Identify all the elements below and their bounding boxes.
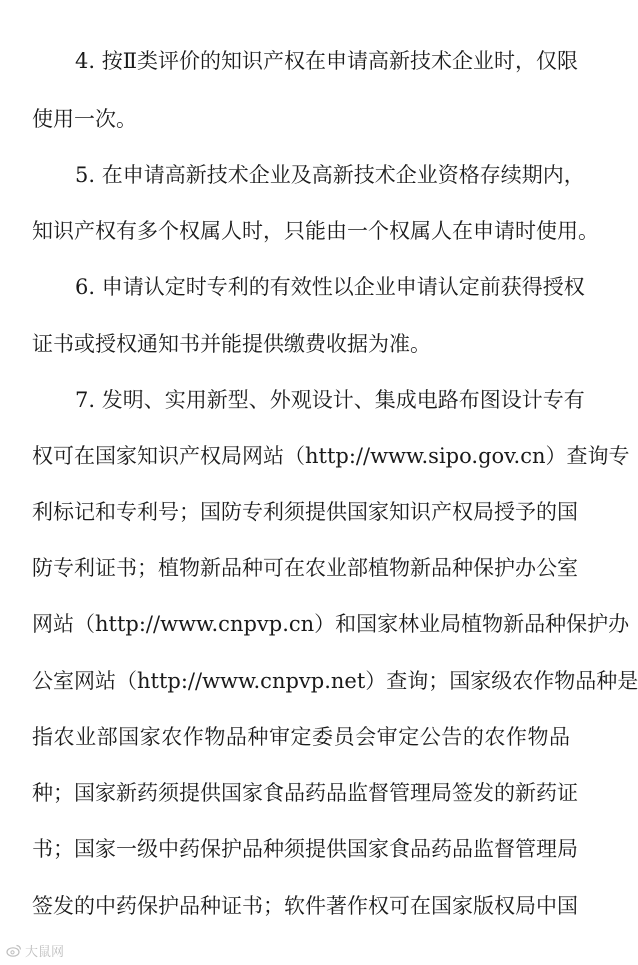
item-7-line-7: 指农业部国家农作物品种审定委员会审定公告的农作物品 bbox=[32, 725, 570, 749]
item-7-line-6: 公室网站（http://www.cnpvp.net）查询；国家级农作物品种是 bbox=[32, 669, 638, 693]
item-7-line-10: 签发的中药保护品种证书；软件著作权可在国家版权局中国 bbox=[32, 894, 578, 918]
item-7-line-4: 防专利证书；植物新品种可在农业部植物新品种保护办公室 bbox=[32, 556, 578, 580]
item-7-line-9: 书；国家一级中药保护品种须提供国家食品药品监督管理局 bbox=[32, 837, 578, 861]
item-6-line-2: 证书或授权通知书并能提供缴费收据为准。 bbox=[32, 332, 431, 356]
item-5-line-2: 知识产权有多个权属人时，只能由一个权属人在申请时使用。 bbox=[32, 219, 599, 243]
item-7-line-8: 种；国家新药须提供国家食品药品监督管理局签发的新药证 bbox=[32, 781, 578, 805]
item-5-line-1: 5. 在申请高新技术企业及高新技术企业资格存续期内， bbox=[75, 163, 585, 187]
item-4-line-1: 4. 按Ⅱ类评价的知识产权在申请高新技术企业时，仅限 bbox=[75, 49, 578, 73]
item-4-line-2: 使用一次。 bbox=[32, 107, 137, 131]
watermark-text: 大鼠网 bbox=[25, 944, 65, 960]
weibo-logo-icon bbox=[6, 942, 22, 958]
item-7-line-5: 网站（http://www.cnpvp.cn）和国家林业局植物新品种保护办 bbox=[32, 612, 630, 636]
item-7-line-2: 权可在国家知识产权局网站（http://www.sipo.gov.cn）查询专 bbox=[32, 444, 630, 468]
item-7-line-1: 7. 发明、实用新型、外观设计、集成电路布图设计专有 bbox=[75, 388, 585, 412]
item-6-line-1: 6. 申请认定时专利的有效性以企业申请认定前获得授权 bbox=[75, 275, 585, 299]
watermark bbox=[6, 940, 64, 960]
item-7-line-3: 利标记和专利号；国防专利须提供国家知识产权局授予的国 bbox=[32, 500, 578, 524]
